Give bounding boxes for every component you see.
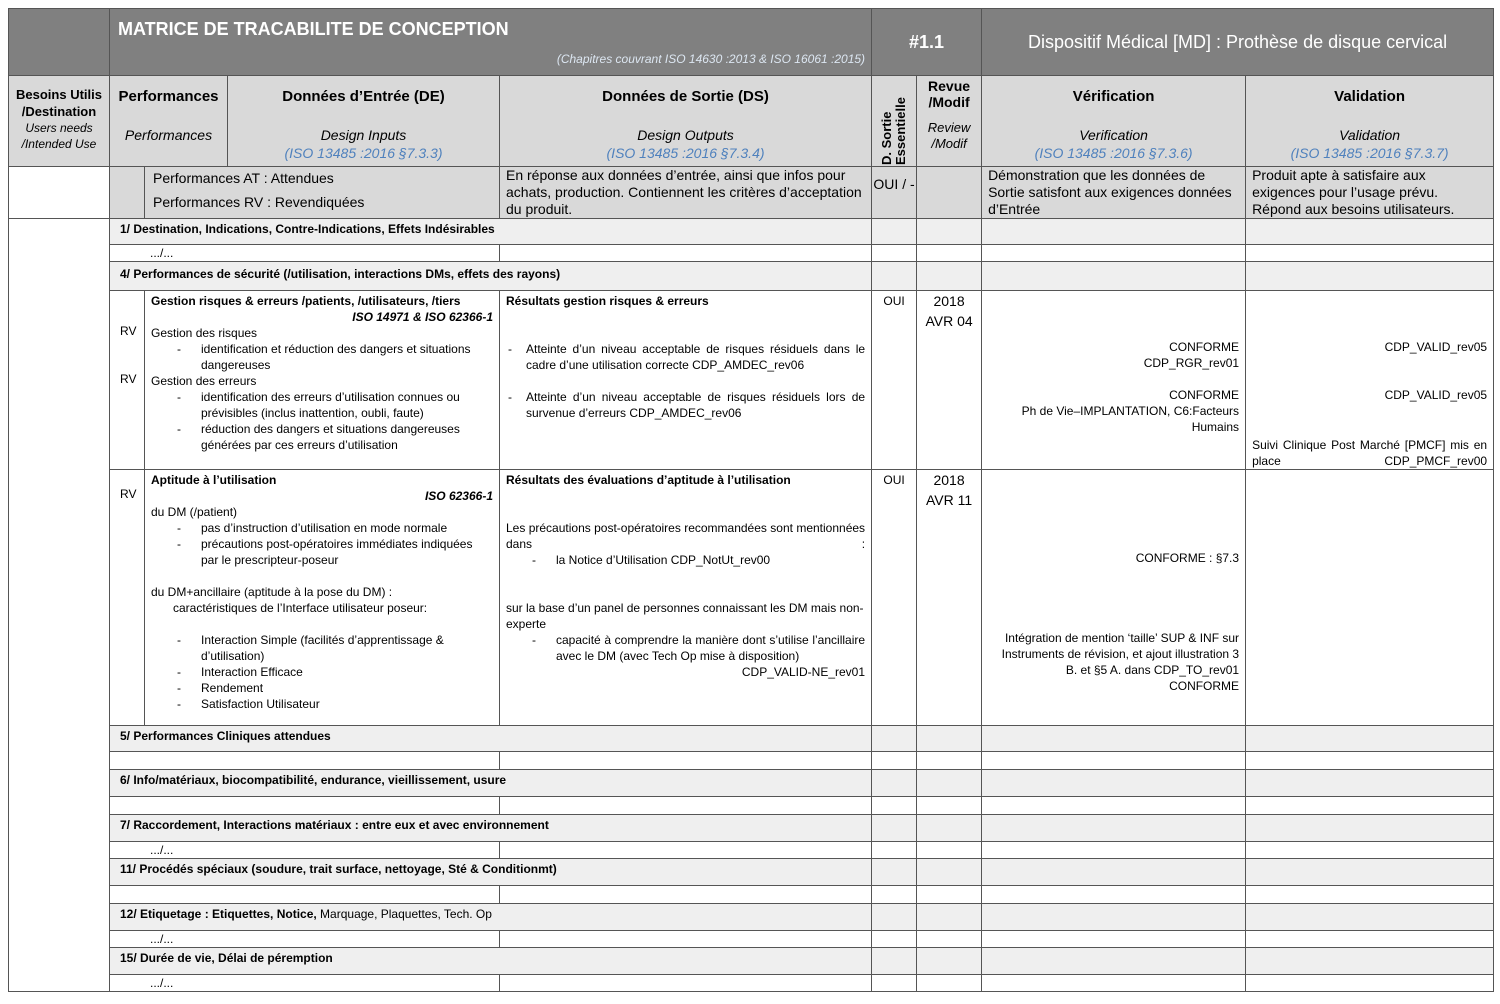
section-cell bbox=[982, 948, 1246, 975]
col-header-design-inputs bbox=[228, 76, 500, 167]
empty-cell bbox=[110, 886, 500, 904]
list-item: - pas d’instruction d’utilisation en mode normale bbox=[151, 520, 493, 536]
section-cell bbox=[1246, 859, 1494, 886]
col-header-design-outputs bbox=[500, 76, 872, 167]
empty-cell bbox=[872, 797, 917, 815]
section-15-heading: 15/ Durée de vie, Délai de péremption bbox=[110, 948, 872, 975]
list-item: - identification et réduction des dangers et situations dangereuses bbox=[151, 341, 493, 373]
matrix-table bbox=[8, 8, 1494, 992]
input-list-errors bbox=[151, 389, 493, 453]
continuation-dots: .../... bbox=[110, 931, 500, 948]
empty-cell bbox=[917, 931, 982, 948]
section-cell bbox=[917, 859, 982, 886]
design-outputs-fr: Données de Sortie (DS) bbox=[602, 88, 769, 105]
review-label: Revue bbox=[928, 78, 971, 94]
legend-verification: Démonstration que les données de Sortie satisfont aux exigences données d’Entrée bbox=[982, 167, 1246, 219]
empty-cell bbox=[1246, 245, 1494, 262]
section-cell bbox=[982, 262, 1246, 291]
list-item: - Rendement bbox=[151, 680, 493, 696]
performances-label: Performances bbox=[118, 88, 219, 105]
list-item: - Interaction Efficace bbox=[151, 664, 493, 680]
section-cell bbox=[1246, 904, 1494, 931]
col-header-validation bbox=[1246, 76, 1494, 167]
input-list bbox=[151, 520, 493, 568]
input-list bbox=[151, 632, 493, 712]
review-year: 2018 bbox=[933, 293, 965, 309]
empty-cell bbox=[917, 752, 982, 770]
left-margin bbox=[9, 797, 110, 815]
empty-cell bbox=[872, 752, 917, 770]
validation-ref-doc: CDP_VALID_rev05 bbox=[1384, 388, 1488, 402]
left-margin bbox=[9, 770, 110, 797]
empty-cell bbox=[982, 931, 1246, 948]
left-margin bbox=[9, 948, 110, 975]
section-cell bbox=[982, 859, 1246, 886]
col-header-verification bbox=[982, 76, 1246, 167]
validation-fr: Validation bbox=[1334, 88, 1405, 105]
section-4-heading: 4/ Performances de sécurité (/utilisation, interactions DMs, effets des rayons) bbox=[110, 262, 872, 291]
section-cell bbox=[872, 726, 917, 752]
empty-cell bbox=[500, 886, 872, 904]
legend-performances bbox=[145, 167, 500, 219]
output-title: Résultats des évaluations d’aptitude à l’utilisation bbox=[506, 473, 791, 487]
input-iso-ref: ISO 14971 & ISO 62366-1 bbox=[352, 310, 493, 324]
left-margin bbox=[9, 931, 110, 948]
document-id: #1.1 bbox=[872, 9, 982, 76]
legend-blank-cell bbox=[9, 167, 110, 219]
empty-cell bbox=[872, 245, 917, 262]
left-margin bbox=[9, 470, 110, 726]
input-subheading: caractéristiques de l’Interface utilisateur poseur: bbox=[173, 601, 428, 615]
continuation-dots: .../... bbox=[110, 975, 500, 992]
output-ref-doc: CDP_VALID-NE_rev01 bbox=[741, 665, 866, 679]
col-header-performances bbox=[110, 76, 228, 167]
section-12-normal: Marquage, Plaquettes, Tech. Op bbox=[316, 907, 492, 921]
list-item: - Satisfaction Utilisateur bbox=[151, 696, 493, 712]
col-header-essential bbox=[872, 76, 917, 167]
section-12-heading bbox=[110, 904, 872, 931]
review-day: AVR 11 bbox=[925, 492, 973, 508]
review-date bbox=[917, 470, 982, 726]
empty-cell bbox=[982, 245, 1246, 262]
legend-perf-rv: Performances RV : Revendiquées bbox=[153, 194, 365, 210]
validation-usability bbox=[1246, 470, 1494, 726]
output-list bbox=[506, 389, 865, 421]
legend-perf-at: Performances AT : Attendues bbox=[153, 170, 334, 186]
empty-cell bbox=[500, 975, 872, 992]
empty-cell bbox=[500, 752, 872, 770]
empty-cell bbox=[1246, 975, 1494, 992]
continuation-dots: .../... bbox=[110, 842, 500, 859]
section-cell bbox=[1246, 262, 1494, 291]
input-subheading: Gestion des erreurs bbox=[151, 374, 257, 388]
rv-tag: RV bbox=[120, 324, 137, 338]
besoins-label: Besoins Utilis bbox=[16, 87, 102, 102]
empty-cell bbox=[917, 842, 982, 859]
validation-ref-doc: CDP_PMCF_rev00 bbox=[1384, 454, 1488, 468]
input-list-risks bbox=[151, 341, 493, 373]
section-cell bbox=[1246, 219, 1494, 245]
col-header-besoins bbox=[9, 76, 110, 167]
verification-result: CONFORME bbox=[1169, 679, 1240, 693]
left-margin bbox=[9, 904, 110, 931]
section-cell bbox=[982, 904, 1246, 931]
list-item: - Atteinte d’un niveau acceptable de risques résiduels dans le cadre d’une utilisation correcte CDP_AMDEC_rev06 bbox=[506, 341, 865, 373]
left-margin bbox=[9, 262, 110, 291]
design-outputs-en: Design Outputs bbox=[637, 127, 734, 143]
input-subheading: du DM+ancillaire (aptitude à la pose du DM) : bbox=[151, 585, 393, 599]
list-item: - réduction des dangers et situations dangereuses générées par ces erreurs d’utilisation bbox=[151, 421, 493, 453]
output-title: Résultats gestion risques & erreurs bbox=[506, 294, 709, 308]
left-margin bbox=[9, 245, 110, 262]
section-11-heading: 11/ Procédés spéciaux (soudure, trait surface, nettoyage, Sté & Conditionmt) bbox=[110, 859, 872, 886]
header-title-cell bbox=[110, 9, 872, 76]
empty-cell bbox=[110, 797, 500, 815]
design-output-usability bbox=[500, 470, 872, 726]
section-cell bbox=[917, 726, 982, 752]
users-needs-label-2: /Intended Use bbox=[21, 137, 97, 151]
section-cell bbox=[1246, 726, 1494, 752]
empty-cell bbox=[872, 886, 917, 904]
empty-cell bbox=[917, 797, 982, 815]
list-item: - identification des erreurs d’utilisation connues ou prévisibles (inclus inattention, oubli, faute) bbox=[151, 389, 493, 421]
section-cell bbox=[917, 904, 982, 931]
section-cell bbox=[872, 262, 917, 291]
empty-cell bbox=[1246, 752, 1494, 770]
empty-cell bbox=[982, 842, 1246, 859]
section-cell bbox=[872, 904, 917, 931]
device-name: Dispositif Médical [MD] : Prothèse de disque cervical bbox=[982, 9, 1494, 76]
legend-essential: OUI / - bbox=[872, 167, 917, 219]
empty-cell bbox=[917, 886, 982, 904]
input-subheading: du DM (/patient) bbox=[151, 505, 238, 519]
legend-validation: Produit apte à satisfaire aux exigences pour l’usage prévu. Répond aux besoins utilisateurs. bbox=[1246, 167, 1494, 219]
empty-cell bbox=[500, 931, 872, 948]
left-margin bbox=[9, 975, 110, 992]
empty-cell bbox=[982, 975, 1246, 992]
verification-ref-doc: Ph de Vie–IMPLANTATION, C6:Facteurs Humains bbox=[1021, 404, 1240, 434]
empty-cell bbox=[917, 245, 982, 262]
verification-fr: Vérification bbox=[1072, 88, 1155, 105]
output-list bbox=[506, 552, 865, 568]
essential-value: OUI bbox=[872, 291, 917, 470]
verification-risk bbox=[982, 291, 1246, 470]
review-label-2: /Modif bbox=[928, 94, 970, 110]
section-cell bbox=[872, 948, 917, 975]
design-input-usability bbox=[145, 470, 500, 726]
col-header-review bbox=[917, 76, 982, 167]
validation-ref-doc: CDP_VALID_rev05 bbox=[1384, 340, 1488, 354]
legend-design-outputs: En réponse aux données d’entrée, ainsi que infos pour achats, production. Contiennent les critères d’acceptation du produit. bbox=[500, 167, 872, 219]
review-date bbox=[917, 291, 982, 470]
essential-output-label: D. Sortie Essentielle bbox=[879, 97, 909, 165]
list-item: - Atteinte d’un niveau acceptable de risques résiduels lors de survenue d’erreurs CDP_AMDEC_rev06 bbox=[506, 389, 865, 421]
empty-cell bbox=[872, 975, 917, 992]
empty-cell bbox=[982, 752, 1246, 770]
section-6-heading: 6/ Info/matériaux, biocompatibilité, endurance, vieillissement, usure bbox=[110, 770, 872, 797]
left-margin bbox=[9, 859, 110, 886]
empty-cell bbox=[982, 886, 1246, 904]
review-en-label-2: /Modif bbox=[931, 136, 967, 151]
page-title: MATRICE DE TRACABILITE DE CONCEPTION bbox=[118, 19, 509, 39]
left-margin bbox=[9, 842, 110, 859]
validation-en: Validation bbox=[1339, 127, 1401, 143]
section-cell bbox=[872, 859, 917, 886]
design-input-risk bbox=[145, 291, 500, 470]
left-margin bbox=[9, 219, 110, 245]
empty-cell bbox=[1246, 842, 1494, 859]
verification-note: Intégration de mention ‘taille’ SUP & INF sur Instruments de révision, et ajout illustration 3 B. et §5 A. dans CDP_TO_rev01 bbox=[1001, 631, 1240, 677]
legend-review-blank bbox=[917, 167, 982, 219]
section-cell bbox=[1246, 815, 1494, 842]
input-iso-ref: ISO 62366-1 bbox=[424, 489, 493, 503]
rv-tag: RV bbox=[120, 487, 137, 501]
section-cell bbox=[982, 219, 1246, 245]
rv-tag: RV bbox=[120, 372, 137, 386]
left-margin bbox=[9, 752, 110, 770]
section-12-bold: 12/ Etiquetage : Etiquettes, Notice, bbox=[120, 907, 317, 921]
review-en-label: Review bbox=[927, 120, 971, 135]
empty-cell bbox=[1246, 886, 1494, 904]
empty-cell bbox=[110, 752, 500, 770]
section-7-heading: 7/ Raccordement, Interactions matériaux : entre eux et avec environnement bbox=[110, 815, 872, 842]
rv-cell bbox=[110, 470, 145, 726]
header-blank-cell bbox=[9, 9, 110, 76]
validation-note: Suivi Clinique Post Marché [PMCF] mis en place bbox=[1252, 438, 1488, 468]
section-cell bbox=[917, 219, 982, 245]
section-cell bbox=[982, 770, 1246, 797]
section-1-heading: 1/ Destination, Indications, Contre-Indications, Effets Indésirables bbox=[110, 219, 872, 245]
empty-cell bbox=[1246, 931, 1494, 948]
left-margin bbox=[9, 726, 110, 752]
design-inputs-ref: (ISO 13485 :2016 §7.3.3) bbox=[284, 145, 443, 161]
design-output-risk bbox=[500, 291, 872, 470]
section-cell bbox=[872, 770, 917, 797]
empty-cell bbox=[872, 842, 917, 859]
empty-cell bbox=[1246, 797, 1494, 815]
list-item: - capacité à comprendre la manière dont s’utilise l’ancillaire avec le DM (avec Tech Op mise à disposition) bbox=[506, 632, 865, 664]
section-cell bbox=[917, 948, 982, 975]
verification-ref-doc: CDP_RGR_rev01 bbox=[1143, 356, 1240, 370]
left-margin bbox=[9, 815, 110, 842]
review-day: AVR 04 bbox=[925, 313, 973, 329]
rv-cell bbox=[110, 291, 145, 470]
verification-en: Verification bbox=[1079, 127, 1148, 143]
empty-cell bbox=[872, 931, 917, 948]
section-cell bbox=[982, 815, 1246, 842]
verification-result: CONFORME : §7.3 bbox=[1135, 551, 1240, 565]
design-inputs-fr: Données d’Entrée (DE) bbox=[282, 88, 445, 105]
input-title: Aptitude à l’utilisation bbox=[151, 473, 277, 487]
page-subtitle: (Chapitres couvrant ISO 14630 :2013 & ISO 16061 :2015) bbox=[556, 52, 866, 66]
section-cell bbox=[1246, 948, 1494, 975]
left-margin bbox=[9, 291, 110, 470]
input-subheading: Gestion des risques bbox=[151, 326, 258, 340]
validation-risk bbox=[1246, 291, 1494, 470]
verification-usability bbox=[982, 470, 1246, 726]
list-item: - Interaction Simple (facilités d’apprentissage & d’utilisation) bbox=[151, 632, 493, 664]
section-cell bbox=[917, 770, 982, 797]
besoins-label-2: /Destination bbox=[21, 104, 97, 119]
legend-blank-cell-2 bbox=[110, 167, 145, 219]
users-needs-label: Users needs bbox=[25, 121, 93, 135]
output-paragraph: sur la base d’un panel de personnes connaissant les DM mais non-experte bbox=[506, 601, 864, 631]
section-cell bbox=[917, 262, 982, 291]
section-cell bbox=[982, 726, 1246, 752]
empty-cell bbox=[500, 797, 872, 815]
review-year: 2018 bbox=[933, 472, 965, 488]
continuation-dots: .../... bbox=[110, 245, 500, 262]
empty-cell bbox=[500, 245, 872, 262]
section-cell bbox=[917, 815, 982, 842]
list-item: - la Notice d’Utilisation CDP_NotUt_rev00 bbox=[506, 552, 865, 568]
output-list bbox=[506, 632, 865, 664]
section-cell bbox=[1246, 770, 1494, 797]
verification-ref: (ISO 13485 :2016 §7.3.6) bbox=[1034, 145, 1193, 161]
performances-en-label: Performances bbox=[124, 127, 213, 143]
design-inputs-en: Design Inputs bbox=[320, 127, 407, 143]
section-cell bbox=[872, 219, 917, 245]
section-cell bbox=[872, 815, 917, 842]
output-paragraph: Les précautions post-opératoires recommandées sont mentionnées dans : bbox=[506, 521, 866, 551]
empty-cell bbox=[500, 842, 872, 859]
input-title: Gestion risques & erreurs /patients, /utilisateurs, /tiers bbox=[151, 294, 461, 308]
verification-result: CONFORME bbox=[1169, 340, 1240, 354]
list-item: - précautions post-opératoires immédiates indiquées par le prescripteur-poseur bbox=[151, 536, 493, 568]
section-5-heading: 5/ Performances Cliniques attendues bbox=[110, 726, 872, 752]
left-margin bbox=[9, 886, 110, 904]
essential-value: OUI bbox=[872, 470, 917, 726]
verification-result: CONFORME bbox=[1169, 388, 1240, 402]
validation-ref: (ISO 13485 :2016 §7.3.7) bbox=[1290, 145, 1449, 161]
empty-cell bbox=[917, 975, 982, 992]
design-outputs-ref: (ISO 13485 :2016 §7.3.4) bbox=[606, 145, 765, 161]
empty-cell bbox=[982, 797, 1246, 815]
output-list bbox=[506, 341, 865, 373]
